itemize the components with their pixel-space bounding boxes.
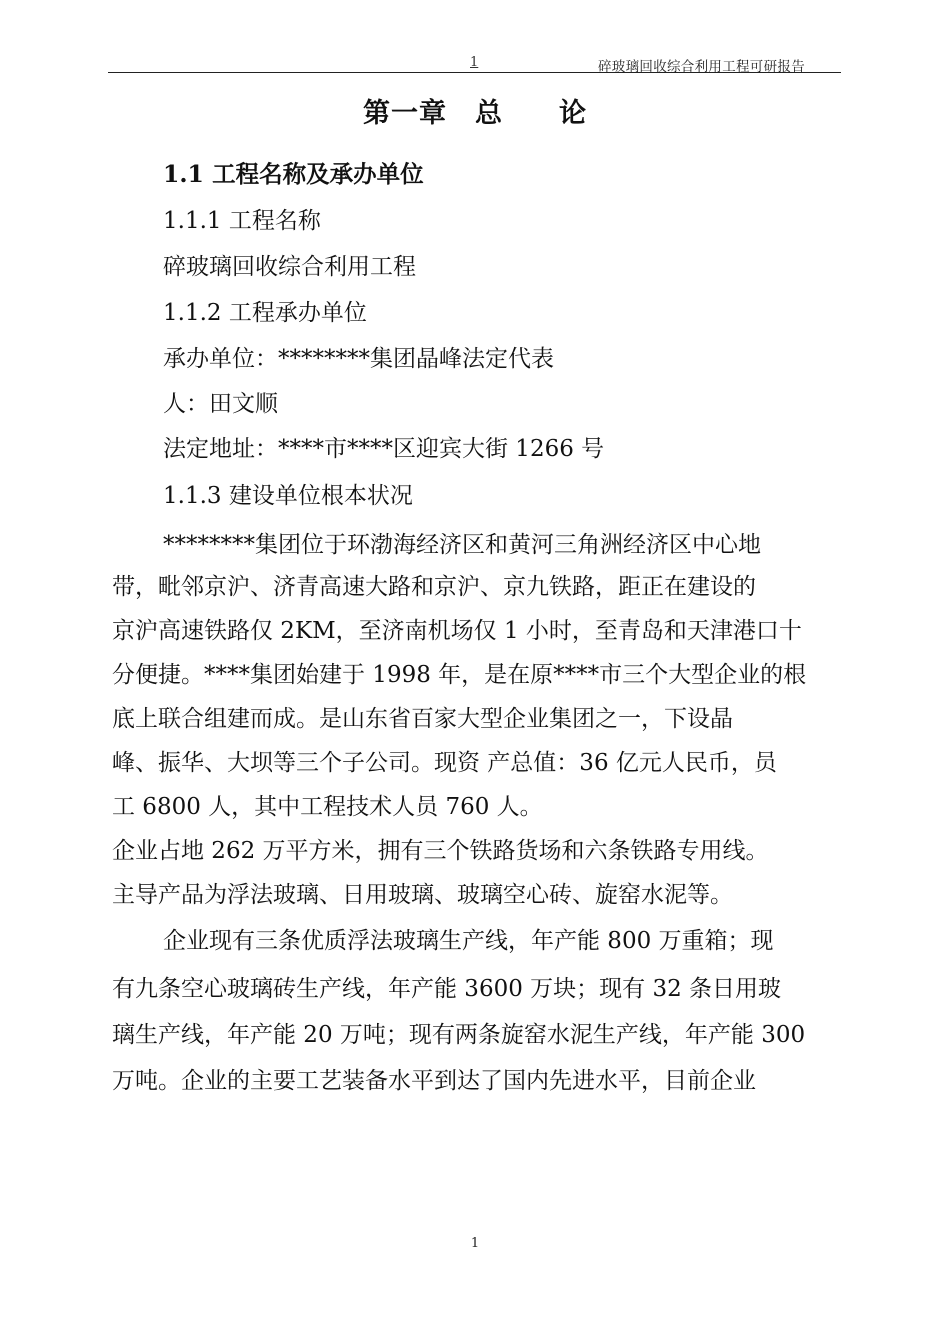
footer-page-number: 1 <box>470 1236 480 1251</box>
paragraph-line: 带，毗邻京沪、济青高速大路和京沪、京九铁路，距正在建设的 <box>112 574 756 600</box>
section-heading-1-1: 1.1 工程名称及承办单位 <box>163 160 424 188</box>
section-heading-1-1-2: 1.1.2 工程承办单位 <box>163 300 367 326</box>
header-divider <box>108 72 841 73</box>
undertaker-line-2: 人：田文顺 <box>163 391 278 417</box>
chapter-title: 第一章 总 论 <box>363 98 587 129</box>
paragraph-line: ********集团位于环渤海经济区和黄河三角洲经济区中心地 <box>163 532 761 558</box>
paragraph-line: 峰、振华、大坝等三个子公司。现资 产总值：36 亿元人民币，员 <box>112 750 777 776</box>
section-heading-1-1-1: 1.1.1 工程名称 <box>163 208 321 234</box>
header-doc-title: 碎玻璃回收综合利用工程可研报告 <box>598 59 805 75</box>
paragraph-line: 工 6800 人，其中工程技术人员 760 人。 <box>112 794 543 820</box>
paragraph-line: 有九条空心玻璃砖生产线，年产能 3600 万块；现有 32 条日用玻 <box>112 976 782 1002</box>
paragraph-line: 底上联合组建而成。是山东省百家大型企业集团之一，下设晶 <box>112 706 733 732</box>
paragraph-line: 企业现有三条优质浮法玻璃生产线，年产能 800 万重箱；现 <box>163 928 774 954</box>
paragraph-line: 主导产品为浮法玻璃、日用玻璃、玻璃空心砖、旋窑水泥等。 <box>112 882 733 908</box>
project-name: 碎玻璃回收综合利用工程 <box>163 254 416 280</box>
paragraph-line: 京沪高速铁路仅 2KM，至济南机场仅 1 小时，至青岛和天津港口十 <box>112 618 802 644</box>
undertaker-line-1: 承办单位：********集团晶峰法定代表 <box>163 346 554 372</box>
paragraph-line: 璃生产线，年产能 20 万吨；现有两条旋窑水泥生产线，年产能 300 <box>112 1022 806 1048</box>
paragraph-line: 万吨。企业的主要工艺装备水平到达了国内先进水平，目前企业 <box>112 1068 756 1094</box>
paragraph-line: 分便捷。****集团始建于 1998 年，是在原****市三个大型企业的根 <box>112 662 807 688</box>
section-heading-1-1-3: 1.1.3 建设单位根本状况 <box>163 483 413 509</box>
header-page-mark: 1 <box>470 55 479 70</box>
address-line: 法定地址：****市****区迎宾大街 1266 号 <box>163 436 605 462</box>
paragraph-line: 企业占地 262 万平方米，拥有三个铁路货场和六条铁路专用线。 <box>112 838 769 864</box>
